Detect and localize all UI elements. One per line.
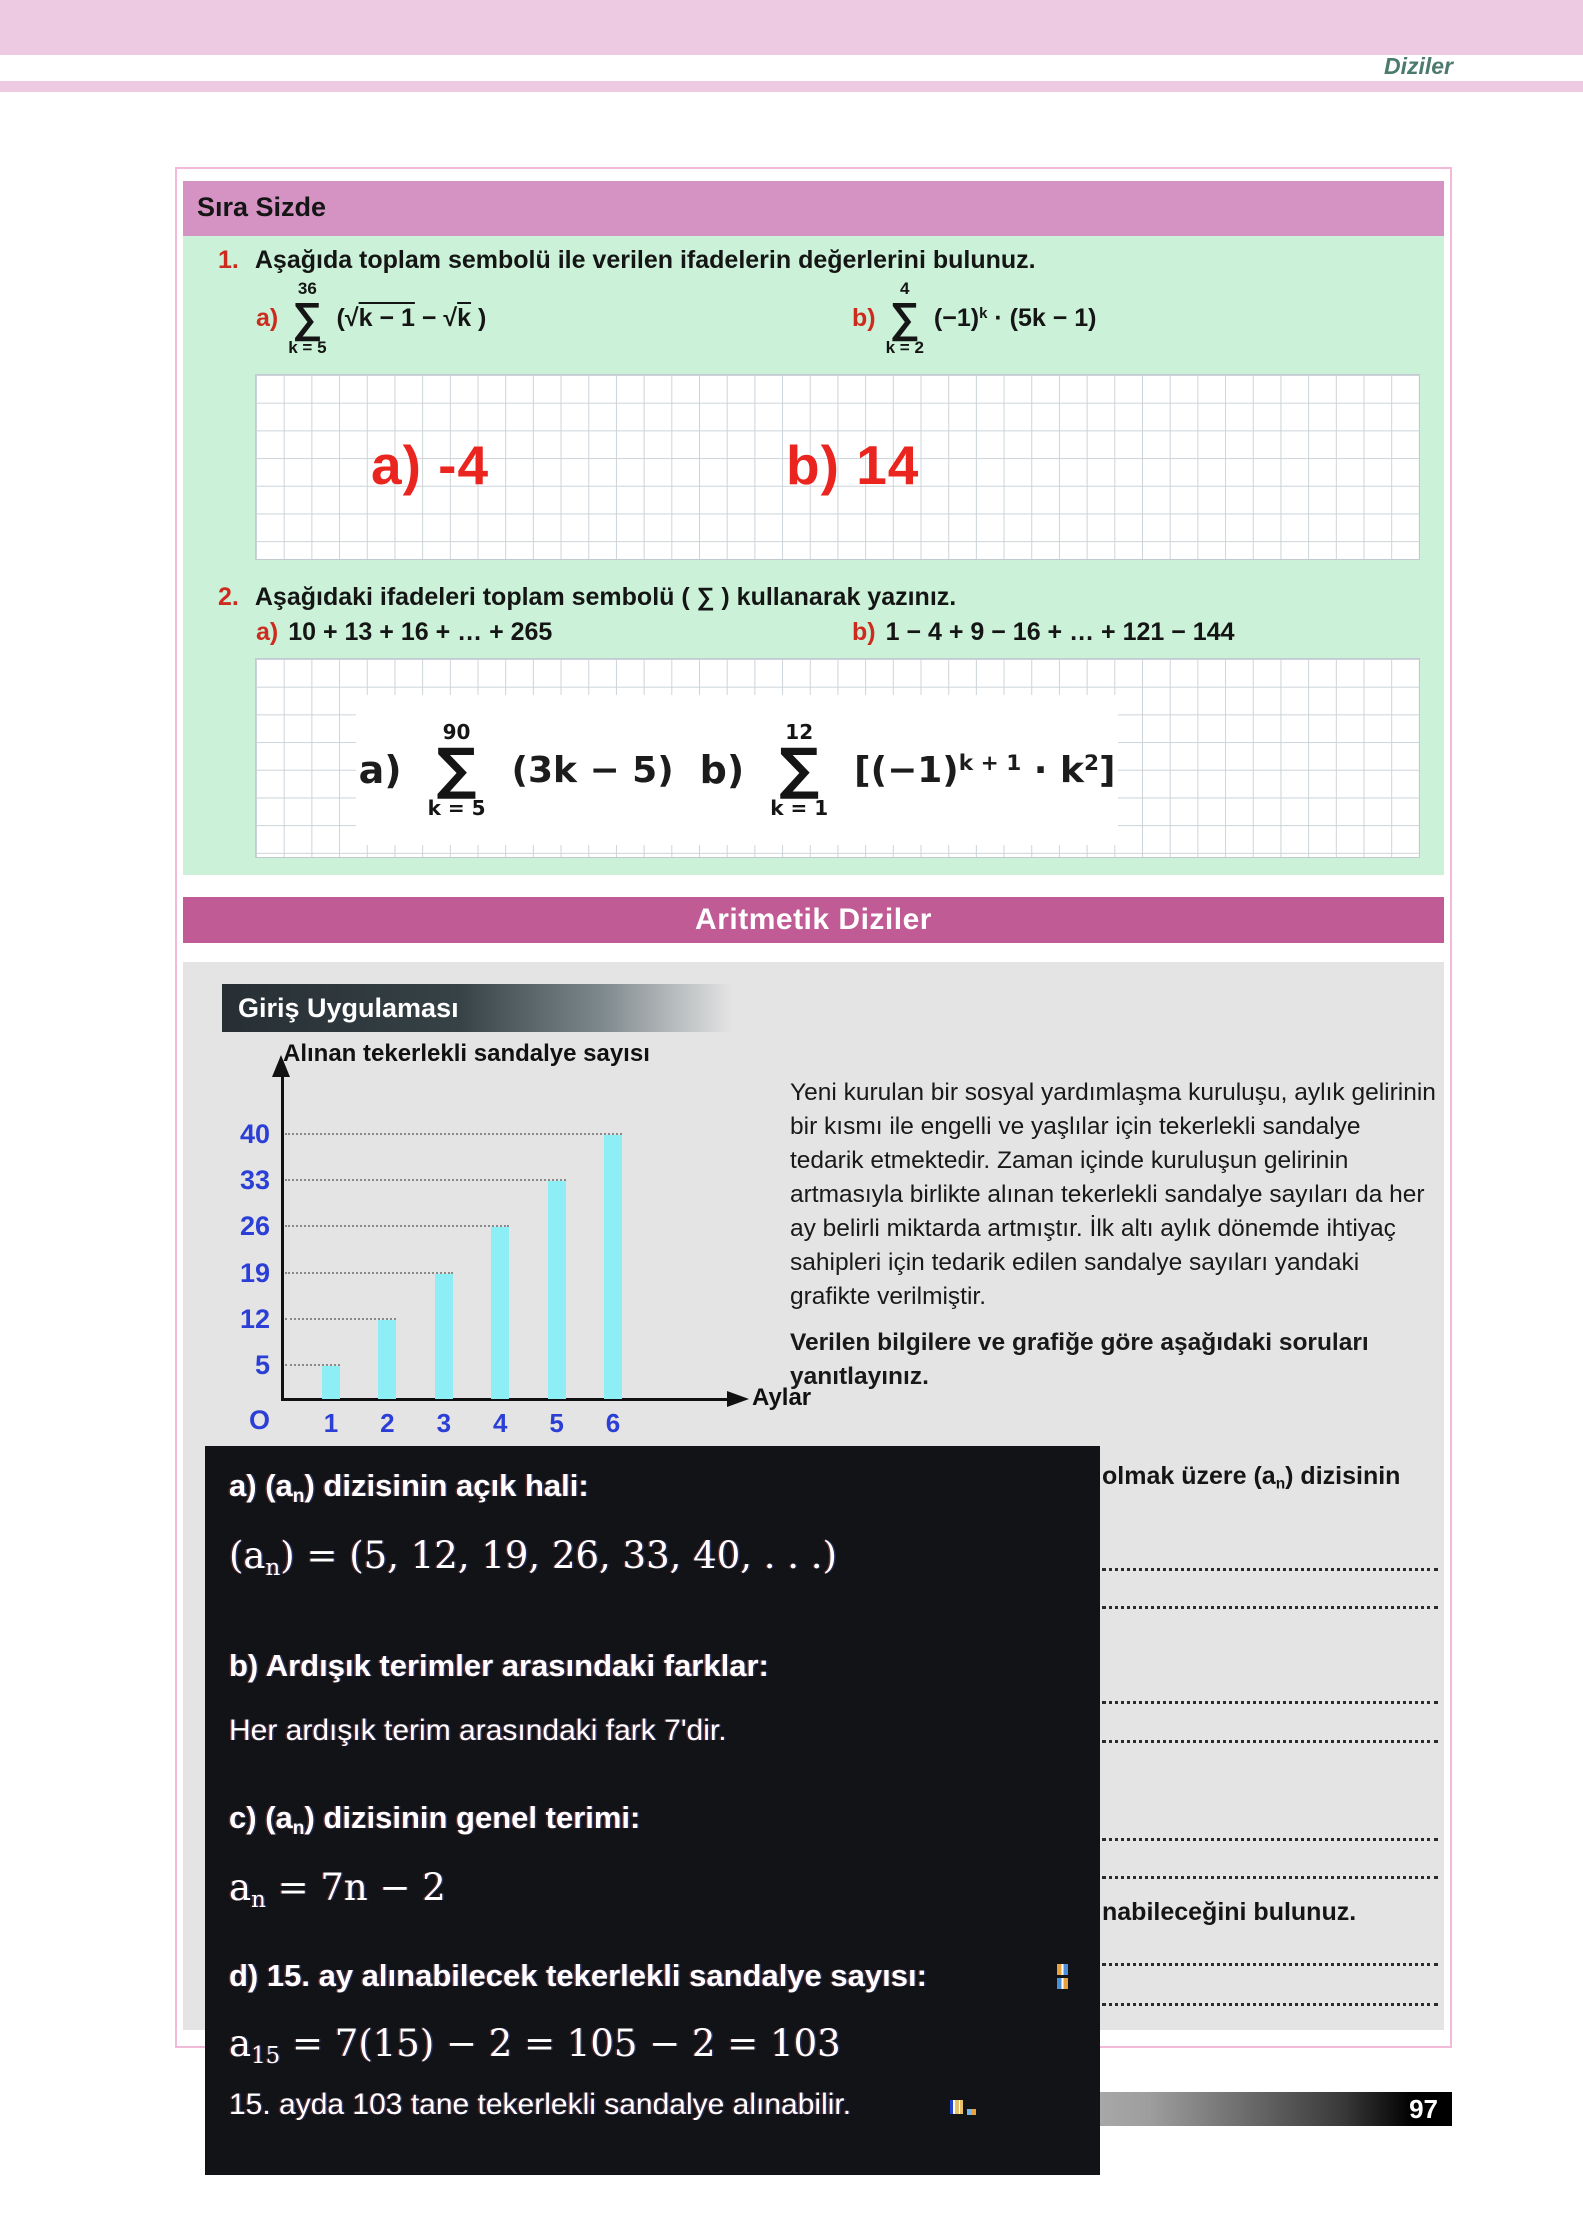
sigma-lower-limit: k = 1: [770, 796, 829, 820]
overlay-artifact: [950, 2100, 963, 2114]
sigma-symbol: ∑: [779, 737, 820, 802]
question-fragment: olmak üzere (an) dizisinin: [1102, 1462, 1401, 1493]
dotted-answer-line: [1102, 1568, 1438, 1571]
sigma-symbol: ∑: [889, 294, 920, 341]
item-label-b: b): [852, 618, 876, 646]
item-label-a: a): [256, 618, 279, 646]
question-fragment-2: nabileceğini bulunuz.: [1102, 1898, 1357, 1926]
y-tick-label: 5: [254, 1350, 270, 1380]
series-expression: 10 + 13 + 16 + … + 265: [288, 618, 553, 646]
chart-leader-line: [285, 1225, 509, 1227]
solution-a-formula: (an) = (5, 12, 19, 26, 33, 40, . . .): [229, 1534, 837, 1581]
expression-body: (3k − 5): [511, 749, 674, 791]
sigma-upper-limit: 36: [297, 279, 317, 298]
expression-body: $(-1)^k \cdot (5k - 1)$: [933, 303, 1097, 332]
solution-d-text: 15. ayda 103 tane tekerlekli sandalye alınabilir.: [229, 2088, 852, 2121]
chart-bar: [491, 1227, 509, 1399]
overlay-artifact: [1057, 1964, 1068, 1975]
question-2-number: 2.: [218, 583, 239, 611]
solution-overlay-panel: [205, 1446, 1100, 2175]
x-tick-label: 2: [380, 1408, 395, 1438]
intro-text-column: [790, 1076, 1440, 1394]
dotted-answer-line: [1102, 1876, 1438, 1879]
sigma-lower-limit: k = 2: [885, 338, 924, 357]
sira-sizde-title: Sıra Sizde: [197, 192, 327, 222]
solution-d-heading: d) 15. ay alınabilecek tekerlekli sandalye sayısı:: [229, 1958, 927, 1993]
chart-title: Alınan tekerlekli sandalye sayısı: [283, 1040, 650, 1067]
dotted-answer-line: [1102, 1606, 1438, 1609]
sigma-upper-limit: 90: [442, 720, 471, 744]
y-tick-label: 40: [239, 1119, 270, 1149]
dotted-answer-line: [1102, 1838, 1438, 1841]
sigma-lower-limit: k = 5: [288, 338, 327, 357]
x-tick-label: 4: [492, 1408, 508, 1438]
expression-body: (√k − 1 − √k ): [336, 303, 487, 332]
y-axis-arrow-icon: [272, 1055, 290, 1077]
dotted-answer-line: [1102, 1740, 1438, 1743]
y-tick-label: 33: [239, 1165, 270, 1196]
y-axis: [281, 1074, 284, 1401]
sigma-upper-limit: 12: [785, 720, 814, 744]
intro-paragraph: Yeni kurulan bir sosyal yardımlaşma kuruluşu, aylık gelirinin bir kısmı ile engelli ve yaşlılar için tekerlekli sandalye tedarik etmektedir. Zaman içinde kuruluşun gelirinin artmasıyla birlikte alınan tekerlekli sandalye sayıları da her ay belirli miktarda artmıştır. İlk altı aylık dönemde ihtiyaç sahipleri için tedarik edilen sandalye sayıları yandaki grafikte verilmiştir.: [790, 1079, 1436, 1310]
section-banner: Aritmetik Diziler: [183, 897, 1444, 943]
y-tick-label: 26: [239, 1211, 270, 1242]
x-tick-label: 5: [549, 1408, 564, 1438]
overlay-artifact: [967, 2109, 976, 2115]
running-header: Diziler: [1383, 53, 1453, 79]
solution-c-formula: an = 7n − 2: [229, 1866, 446, 1913]
question-1-number: 1.: [218, 246, 239, 274]
page-number: 97: [1409, 2094, 1438, 2124]
sigma-symbol: ∑: [436, 737, 477, 802]
origin-label: O: [248, 1405, 270, 1435]
handwritten-answer-1b: b) 14: [786, 434, 920, 496]
dotted-answer-line: [1102, 1701, 1438, 1704]
y-tick-label: 12: [239, 1303, 270, 1334]
chart-leader-line: [285, 1133, 622, 1135]
solution-b-heading: b) Ardışık terimler arasındaki farklar:: [229, 1648, 769, 1683]
solution-b-text: Her ardışık terim arasındaki fark 7'dir.: [229, 1714, 727, 1747]
question-1-text: Aşağıda toplam sembolü ile verilen ifadelerin değerlerini bulunuz.: [254, 246, 1036, 274]
solution-d-formula: a15 = 7(15) − 2 = 105 − 2 = 103: [229, 2022, 841, 2069]
dotted-answer-line: [1102, 2003, 1438, 2006]
series-expression: 1 − 4 + 9 − 16 + … + 121 − 144: [885, 618, 1235, 646]
dotted-answer-line: [1102, 1963, 1438, 1966]
overlay-artifact: [1057, 1978, 1068, 1989]
chart-bar: [548, 1181, 566, 1399]
x-axis-arrow-icon: [727, 1391, 749, 1407]
handwritten-answer-1a: a) -4: [371, 434, 490, 496]
question-2-text: Aşağıdaki ifadeleri toplam sembolü ( ∑ ) kullanarak yazınız.: [254, 583, 957, 611]
sigma-upper-limit: 4: [900, 279, 910, 298]
expression-body: $[(-1)^{k + 1} \cdot k^2]$: [854, 749, 1116, 791]
sigma-symbol: ∑: [292, 294, 323, 341]
chart-bar: [378, 1320, 396, 1399]
item-label-a: a): [358, 748, 402, 792]
x-axis-title: Aylar: [752, 1384, 812, 1411]
chart-leader-line: [285, 1179, 566, 1181]
x-tick-label: 1: [323, 1408, 339, 1438]
item-label-b: b): [852, 303, 876, 332]
y-tick-label: 19: [239, 1257, 270, 1288]
chart-bar: [604, 1135, 622, 1399]
giris-uygulamasi-title: Giriş Uygulaması: [238, 993, 459, 1023]
item-label-a: a): [256, 303, 279, 332]
item-label-b: b): [699, 748, 745, 792]
x-tick-label: 6: [605, 1408, 621, 1438]
chart-bar: [435, 1274, 453, 1399]
solution-c-heading: c) (an) dizisinin genel terimi:: [229, 1800, 641, 1839]
instruction-note: Verilen bilgilere ve grafiğe göre aşağıdaki soruları yanıtlayınız.: [790, 1329, 1369, 1390]
chart-leader-line: [285, 1272, 453, 1274]
x-tick-label: 3: [436, 1408, 452, 1438]
chart-bar: [322, 1366, 340, 1399]
sigma-lower-limit: k = 5: [427, 796, 486, 820]
solution-a-heading: a) (an) dizisinin açık hali:: [229, 1468, 589, 1507]
